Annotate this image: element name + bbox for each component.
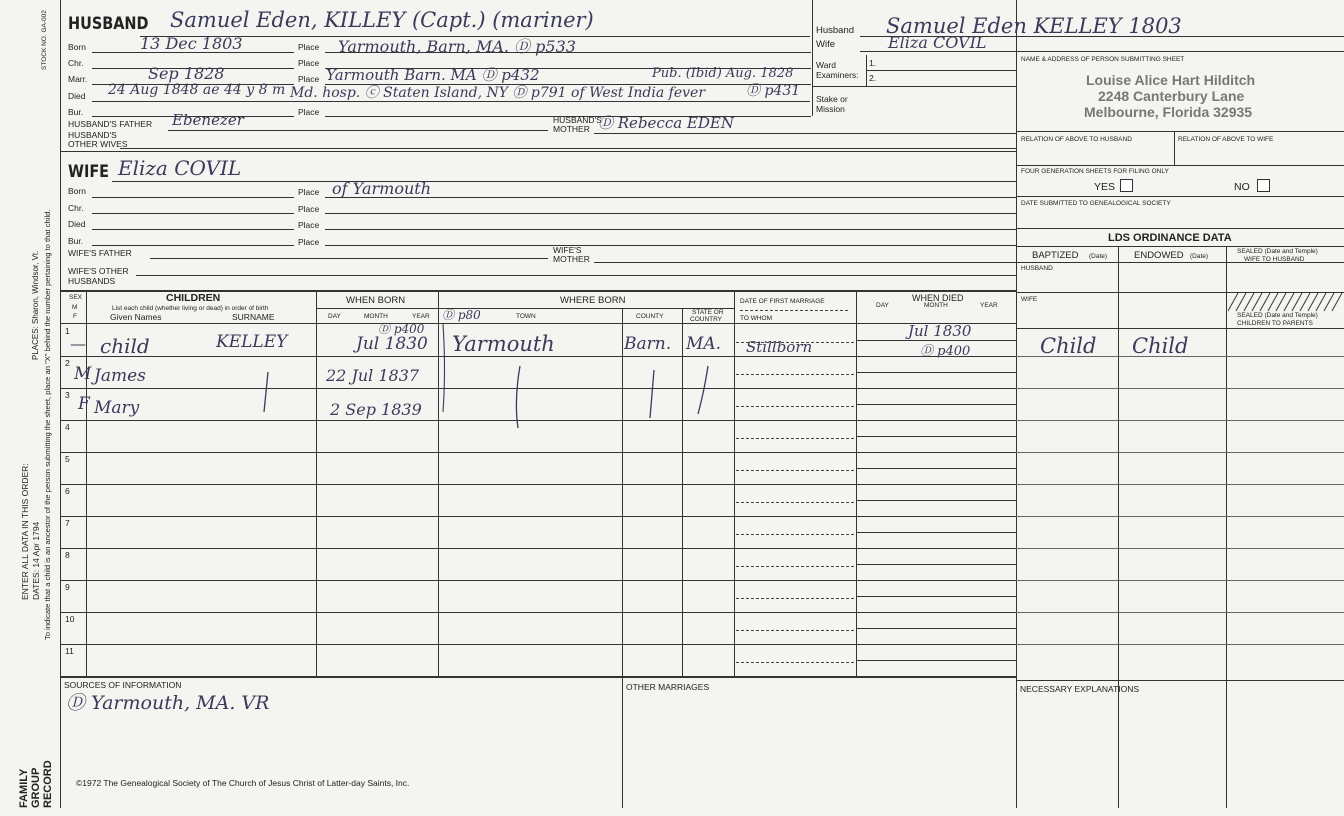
child1-surname-value: KELLEY (216, 332, 288, 352)
sealed-wife-label-1: SEALED (Date and Temple) (1237, 248, 1318, 255)
to-whom-header: TO WHOM (740, 315, 773, 322)
r-husband-value: Samuel Eden KELLEY 1803 (886, 14, 1182, 38)
wife-bur-label: Bur. (68, 236, 84, 246)
husbands-mother-label-1: HUSBAND'S (553, 115, 602, 125)
sealed-children-label-2: CHILDREN TO PARENTS (1237, 320, 1313, 327)
sealed-wife-label-2: WIFE TO HUSBAND (1244, 256, 1305, 263)
wife-died-label: Died (68, 219, 86, 229)
form-title: FAMILY GROUP RECORD (18, 760, 54, 808)
children-header: CHILDREN (166, 292, 221, 304)
surname-header: SURNAME (232, 312, 275, 322)
children-note: List each child (whether living or dead) in order of birth (112, 305, 269, 312)
ward-label: Ward (816, 60, 836, 70)
husband-name-value: Samuel Eden, KILLEY (Capt.) (mariner) (170, 8, 594, 32)
husbands-other-wives-label-1: HUSBAND'S (68, 130, 117, 140)
sex-f-header: F (73, 313, 77, 320)
husband-born-place-value: Yarmouth, Barn, MA. Ⓓ p533 (338, 37, 576, 56)
died-year-header: YEAR (980, 302, 998, 309)
born-day-header: DAY (328, 313, 341, 320)
wife-bur-place-label: Place (298, 237, 320, 247)
child1-baptized-value: Child (1040, 334, 1097, 358)
child1-died-value: Jul 1830 (908, 322, 972, 340)
country-header: COUNTRY (690, 316, 723, 323)
row-number-11: 11 (65, 646, 74, 656)
row-number-6: 6 (65, 486, 70, 496)
child1-marr-value: Stillborn (746, 338, 813, 356)
wifes-father-label: WIFE'S FATHER (68, 248, 132, 258)
town-bracket (443, 324, 445, 412)
when-born-header: WHEN BORN (346, 295, 406, 306)
husband-chr-label: Chr. (68, 58, 84, 68)
wifes-mother-label-2: MOTHER (553, 254, 590, 264)
side-enter-order: ENTER ALL DATA IN THIS ORDER: (20, 463, 30, 600)
examiner-2-label: 2. (869, 73, 877, 83)
husband-died-place-value: Md. hosp. ⓒ Staten Island, NY Ⓓ p791 of West India fever (290, 85, 706, 101)
sealed-children-label-1: SEALED (Date and Temple) (1237, 312, 1318, 319)
wife-born-place-value: of Yarmouth (332, 179, 431, 198)
sources-label: SOURCES OF INFORMATION (64, 680, 182, 690)
husband-marr-value: Sep 1828 (148, 64, 225, 83)
ditto-surname (264, 372, 268, 412)
husband-heading: HUSBAND (68, 14, 149, 34)
state-or-header: STATE OR (692, 309, 724, 316)
child2-sex-value: M (74, 364, 92, 384)
died-month-header: MONTH (924, 302, 948, 309)
wife-chr-place-label: Place (298, 204, 320, 214)
died-day-header: DAY (876, 302, 889, 309)
child1-town-value: Yarmouth (452, 332, 555, 356)
husband-bur-label: Bur. (68, 107, 84, 117)
examiner-1-label: 1. (869, 58, 877, 68)
wifes-mother-label-1: WIFE'S (553, 245, 582, 255)
hatched-sealed-block (1228, 293, 1344, 313)
ditto-state (698, 366, 708, 414)
row-number-5: 5 (65, 454, 70, 464)
submitter-city: Melbourne, Florida 32935 (1084, 104, 1253, 120)
side-dates: DATES: 14 Apr 1794 (31, 521, 41, 600)
row-number-1: 1 (65, 326, 70, 336)
child3-sex-value: F (78, 394, 90, 414)
county-header: COUNTY (636, 313, 664, 320)
relation-husband-label: RELATION OF ABOVE TO HUSBAND (1021, 136, 1132, 143)
wifes-other-husbands-label-2: HUSBANDS (68, 276, 116, 286)
ord-wife-label: WIFE (1021, 296, 1038, 303)
side-instructions: To indicate that a child is an ancestor of the person submitting the sheet, place an "X" behind the number pertaining to that child. (43, 209, 52, 640)
wife-heading: WIFE (68, 162, 110, 182)
given-names-header: Given Names (110, 312, 162, 322)
row-number-7: 7 (65, 518, 70, 528)
born-year-header: YEAR (412, 313, 430, 320)
wife-name-value: Eliza COVIL (118, 156, 242, 180)
sex-m-header: M (72, 304, 78, 311)
where-born-header: WHERE BORN (560, 295, 626, 306)
no-label: NO (1234, 181, 1250, 193)
side-places: PLACES: Sharon, Windsor, Vt. (31, 250, 40, 360)
child1-endowed-value: Child (1132, 334, 1189, 358)
baptized-label: BAPTIZED (1032, 250, 1079, 261)
sources-value: Ⓓ Yarmouth, MA. VR (66, 692, 270, 714)
name-address-label: NAME & ADDRESS OF PERSON SUBMITTING SHEET (1021, 56, 1185, 63)
husband-marr-place-label: Place (298, 74, 320, 84)
wife-died-place-label: Place (298, 220, 320, 230)
town-header: TOWN (516, 313, 536, 320)
no-checkbox[interactable] (1257, 179, 1270, 192)
child1-sex-value: — (70, 334, 86, 353)
examiners-label: Examiners: (816, 70, 859, 80)
husband-chr-place-label: Place (298, 58, 320, 68)
date-first-marriage-header: DATE OF FIRST MARRIAGE (740, 298, 825, 305)
yes-label: YES (1094, 181, 1116, 193)
child1-born-value: Jul 1830 (356, 334, 428, 354)
baptized-date-label: (Date) (1089, 253, 1108, 260)
stock-number: STOCK NO. GA-002 (41, 10, 48, 70)
r-wife-label: Wife (816, 39, 835, 50)
endowed-label: ENDOWED (1134, 250, 1184, 261)
husbands-other-wives-label-2: OTHER WIVES (68, 139, 128, 149)
ditto-county (650, 370, 654, 418)
row-number-8: 8 (65, 550, 70, 560)
copyright: ©1972 The Genealogical Society of The Church of Jesus Christ of Latter-day Saints, Inc. (76, 778, 410, 788)
row-number-2: 2 (65, 358, 70, 368)
husband-born-value: 13 Dec 1803 (140, 34, 243, 53)
child1-given-value: child (100, 334, 150, 358)
child1-county-value: Barn. (624, 334, 672, 354)
ord-husband-label: HUSBAND (1021, 265, 1053, 272)
born-month-header: MONTH (364, 313, 388, 320)
other-marriages-label: OTHER MARRIAGES (626, 682, 710, 692)
row-number-10: 10 (65, 614, 75, 624)
yes-checkbox[interactable] (1120, 179, 1133, 192)
child1-died-ref-value: Ⓓ p400 (920, 344, 971, 359)
stake-label: Stake or (816, 94, 848, 104)
row-number-4: 4 (65, 422, 70, 432)
child1-state-value: MA. (686, 334, 722, 354)
child2-given-value: James (94, 366, 146, 386)
relation-wife-label: RELATION OF ABOVE TO WIFE (1178, 136, 1274, 143)
wife-chr-label: Chr. (68, 203, 84, 213)
lds-ordinance-heading: LDS ORDINANCE DATA (1108, 232, 1232, 244)
date-submitted-label: DATE SUBMITTED TO GENEALOGICAL SOCIETY (1021, 200, 1171, 207)
when-died-header: WHEN DIED (912, 293, 964, 303)
child1-born-ref-value: Ⓓ p400 (378, 322, 425, 336)
row-number-3: 3 (65, 390, 70, 400)
wifes-other-husbands-label-1: WIFE'S OTHER (68, 266, 129, 276)
husbands-father-value: Ebenezer (172, 111, 244, 129)
submitter-street: 2248 Canterbury Lane (1098, 88, 1245, 104)
endowed-date-label: (Date) (1190, 253, 1209, 260)
mission-label: Mission (816, 104, 845, 114)
child2-born-value: 22 Jul 1837 (326, 366, 420, 385)
husband-died-ref-value: Ⓓ p431 (746, 83, 801, 99)
child3-given-value: Mary (94, 398, 140, 418)
child3-born-value: 2 Sep 1839 (330, 400, 422, 419)
four-gen-label: FOUR GENERATION SHEETS FOR FILING ONLY (1021, 168, 1169, 175)
wife-born-place-label: Place (298, 187, 320, 197)
necessary-explanations-label: NECESSARY EXPLANATIONS (1020, 684, 1140, 694)
husbands-father-label: HUSBAND'S FATHER (68, 119, 153, 129)
child1-town-ref-value: Ⓓ p80 (442, 308, 481, 322)
submitter-name: Louise Alice Hart Hilditch (1086, 72, 1256, 88)
husband-marr-place-value: Yarmouth Barn. MA Ⓓ p432 (326, 66, 540, 84)
husband-marr-label: Marr. (68, 74, 88, 84)
husband-died-value: 24 Aug 1848 ae 44 y 8 m (108, 82, 286, 98)
row-number-9: 9 (65, 582, 70, 592)
sex-header: SEX (69, 294, 83, 301)
husbands-mother-value: Ⓓ Rebecca EDEN (598, 114, 734, 132)
ditto-town (516, 366, 520, 428)
husband-born-place-label: Place (298, 42, 320, 52)
husband-bur-place-label: Place (298, 107, 320, 117)
husband-marr-pub-value: Pub. (Ibid) Aug. 1828 (652, 66, 794, 81)
husband-died-label: Died (68, 91, 86, 101)
husband-born-label: Born (68, 42, 86, 52)
r-husband-label: Husband (816, 25, 855, 36)
husbands-mother-label-2: MOTHER (553, 124, 590, 134)
wife-born-label: Born (68, 186, 86, 196)
r-wife-value: Eliza COVIL (888, 33, 987, 52)
